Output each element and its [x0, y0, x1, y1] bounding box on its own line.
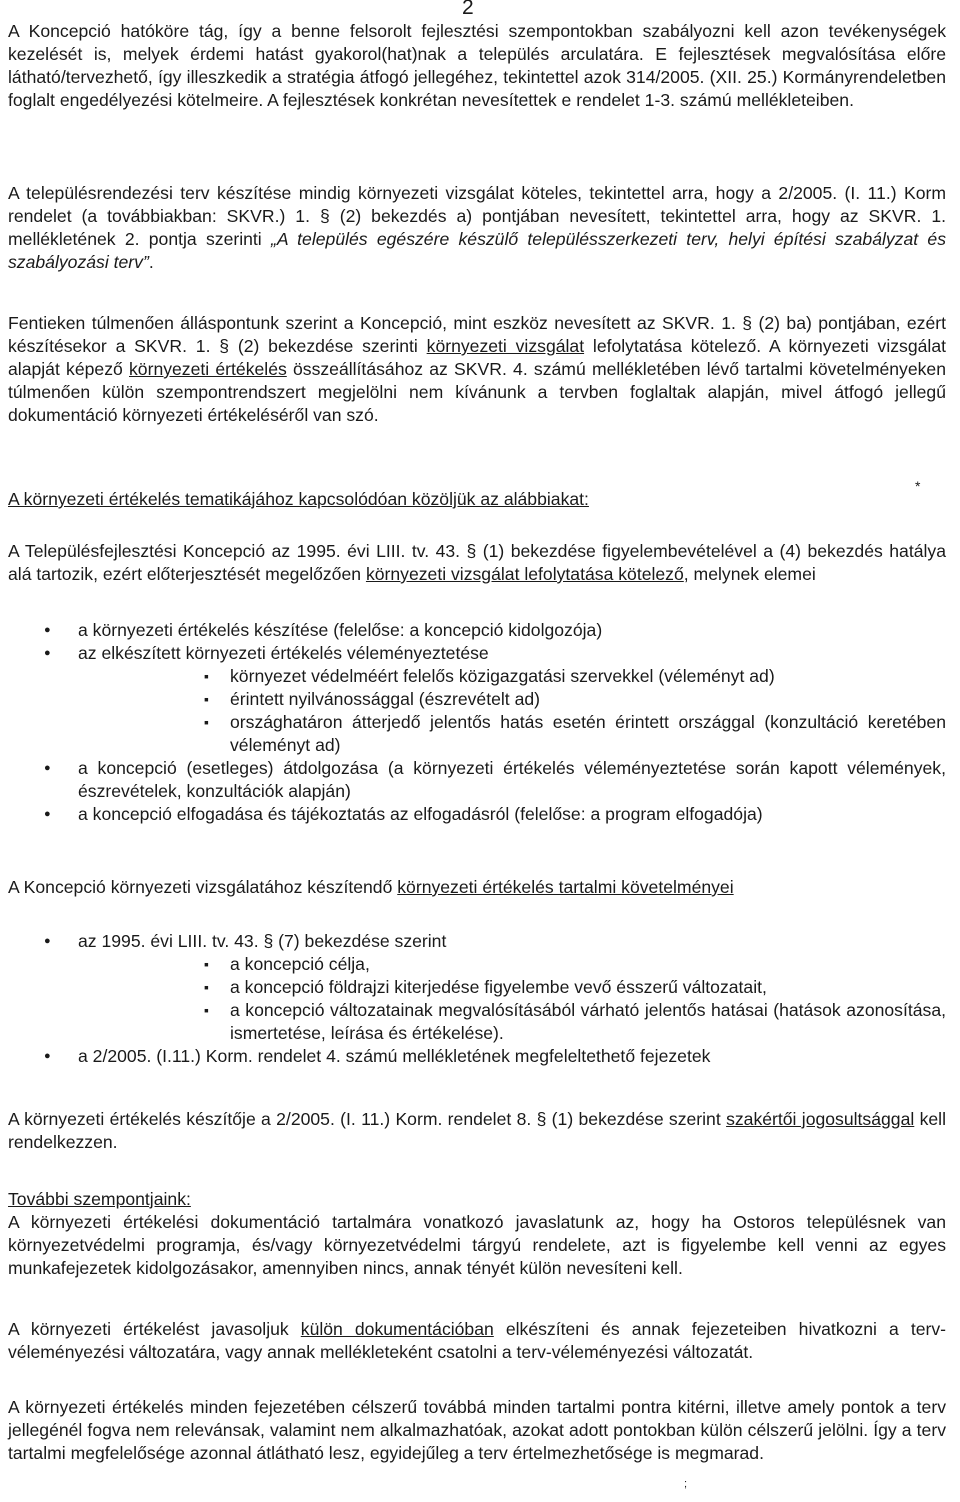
sub-list-item: ▪ a koncepció földrajzi kiterjedése figyelembe vevő ésszerű változatait,: [8, 976, 946, 999]
underlined-text: környezeti értékelés tartalmi követelményei: [397, 877, 734, 897]
text: A környezeti értékelést javasoljuk: [8, 1319, 301, 1339]
paragraph-chapters: A környezeti értékelés minden fejezetében célszerű továbbá minden tartalmi pontra kitérni, illetve amely pontok a terv jellegénél fogva nem relevánsak, valamint nem alkalmazhatóak, azokat adott pontokban külön célszerű jelölni. Így a terv tartalmi megfelelősége azonnal átlátható lesz, egyidejűleg a terv értelmezhetősége is megmarad.: [8, 1397, 946, 1463]
underlined-text: környezeti értékelés: [129, 359, 287, 379]
page-number: 2: [462, 0, 474, 19]
paragraph-position: [8, 312, 946, 427]
list-item: ● a környezeti értékelés készítése (felelőse: a koncepció kidolgozója): [8, 619, 946, 642]
text: Fentieken túlmenően álláspontunk szerint a Koncepció, mint eszköz nevesített az SKVR. 1. § (2) ba) pontjában, ezért készítésekor a SKVR. 1. § (2) bekezdése szerinti: [8, 313, 946, 356]
paragraph-skvr: [8, 182, 946, 274]
underlined-text: külön dokumentációban: [300, 1319, 494, 1339]
list-item: ● a koncepció (esetleges) átdolgozása (a környezeti értékelés véleményeztetése során kapott vélemények, észrevételek, konzultációk alapján): [8, 757, 946, 803]
text: , melynek elemei: [683, 564, 816, 584]
sub-list-item: ▪ érintett nyilvánossággal (észrevételt ad): [8, 688, 946, 711]
text: A Településfejlesztési Koncepció az 1995. évi LIII. tv. 43. § (1) bekezdése figyelembevételével a (4) bekezdés hatálya alá tartozik, ezért előterjesztését megelőzően: [8, 541, 946, 584]
section-heading-1: A környezeti értékelés tematikájához kapcsolódóan közöljük az alábbiakat:: [8, 489, 589, 509]
sub-list-item: ▪ a koncepció változatainak megvalósításából várható jelentős hatásai (hatások azonosítása, ismertetése, leírása és értékelése).: [8, 999, 946, 1045]
underlined-text: szakértői jogosultsággal: [726, 1109, 915, 1129]
text: A Koncepció környezeti vizsgálatához készítendő: [8, 877, 398, 897]
sub-list-item: ▪ országhatáron átterjedő jelentős hatás esetén érintett országgal (konzultáció keretében véleményt ad): [8, 711, 946, 757]
text: elkészíteni és annak fejezeteiben hivatkozni a terv-véleményezési változatára, vagy annak mellékleteként csatolni a terv-véleményezési változatát.: [8, 1319, 947, 1362]
quoted-italic: „A település egészére készülő településszerkezeti terv, helyi építési szabályzat és szabályozási terv”: [8, 229, 946, 272]
underlined-text: környezeti vizsgálat lefolytatása kötelező: [365, 564, 684, 584]
paragraph-intro: A Koncepció hatóköre tág, így a benne felsorolt fejlesztési szempontokban szabályozni kell azon tevékenységek kezelését is, melyek érdemi hatást gyakorol(hat)nak a település arculatára. E fejlesztések megvalósítása előre látható/tervezhető, így illeszkedik a stratégia átfogó jellegéhez, tekintettel azok 314/2005. (XII. 25.) Kormányrendeletben foglalt engedélyezési kötelmeire. A fejlesztések konkrétan nevesítettek e rendelet 1-3. számú mellékleteiben.: [8, 21, 946, 110]
paragraph-program: A környezeti értékelési dokumentáció tartalmára vonatkozó javaslatunk az, hogy ha Ostoros településnek van környezetvédelmi programja, és/vagy környezetvédelmi tárgyú rendelete, azt is figyelembe kell venni az egyes munkafejezetek kidolgozásakor, amennyiben nincs, annak tényét külön nevesíteni kell.: [8, 1212, 946, 1278]
underlined-text: környezeti vizsgálat: [426, 336, 585, 356]
text: A környezeti értékelés készítője a 2/2005. (I. 11.) Korm. rendelet 8. § (1) bekezdése szerint: [8, 1109, 727, 1129]
elements-list: [8, 619, 946, 826]
list-item: ● a koncepció elfogadása és tájékoztatás az elfogadásról (felelőse: a program elfogadója): [8, 803, 946, 826]
text: kell rendelkezzen.: [8, 1109, 946, 1152]
list-item: ● az 1995. évi LIII. tv. 43. § (7) bekezdése szerint: [8, 930, 946, 953]
sub-list-item: ▪ a koncepció célja,: [8, 953, 946, 976]
star-mark: *: [915, 478, 921, 494]
section-heading-3: További szempontjaink:: [8, 1189, 191, 1209]
paragraph-author: [8, 1108, 946, 1154]
text: összeállításához az SKVR. 4. számú mellékletében lévő tartalmi követelményeken túlmenően külön szempontrendszert megjelölni nem kívánunk a tervben foglaltak alapján, mivel átfogó jellegű dokumentáció környezeti értékeléséről van szó.: [8, 359, 946, 425]
paragraph-concept: [8, 540, 946, 586]
text: lefolytatása kötelező. A környezeti vizsgálat alapját képező: [8, 336, 947, 379]
list-item: ● a 2/2005. (I.11.) Korm. rendelet 4. számú mellékletének megfeleltethető fejezetek: [8, 1045, 946, 1068]
text: A településrendezési terv készítése mindig környezeti vizsgálat köteles, tekintettel arra, hogy a 2/2005. (I. 11.) Korm rendelet (a továbbiakban: SKVR.) 1. § (2) bekezdés a) pontjában nevesített, tekintettel arra, hogy az SKVR. 1. mellékletének 2. pontja szerinti: [8, 183, 946, 249]
sub-list-item: ▪ környezet védelméért felelős közigazgatási szervekkel (véleményt ad): [8, 665, 946, 688]
stray-mark: ;: [684, 1478, 688, 1490]
requirements-list: [8, 930, 946, 1068]
text: .: [148, 252, 154, 272]
section-heading-2: [8, 876, 946, 899]
paragraph-separate-doc: [8, 1318, 946, 1364]
list-item: ● az elkészített környezeti értékelés véleményeztetése: [8, 642, 946, 665]
